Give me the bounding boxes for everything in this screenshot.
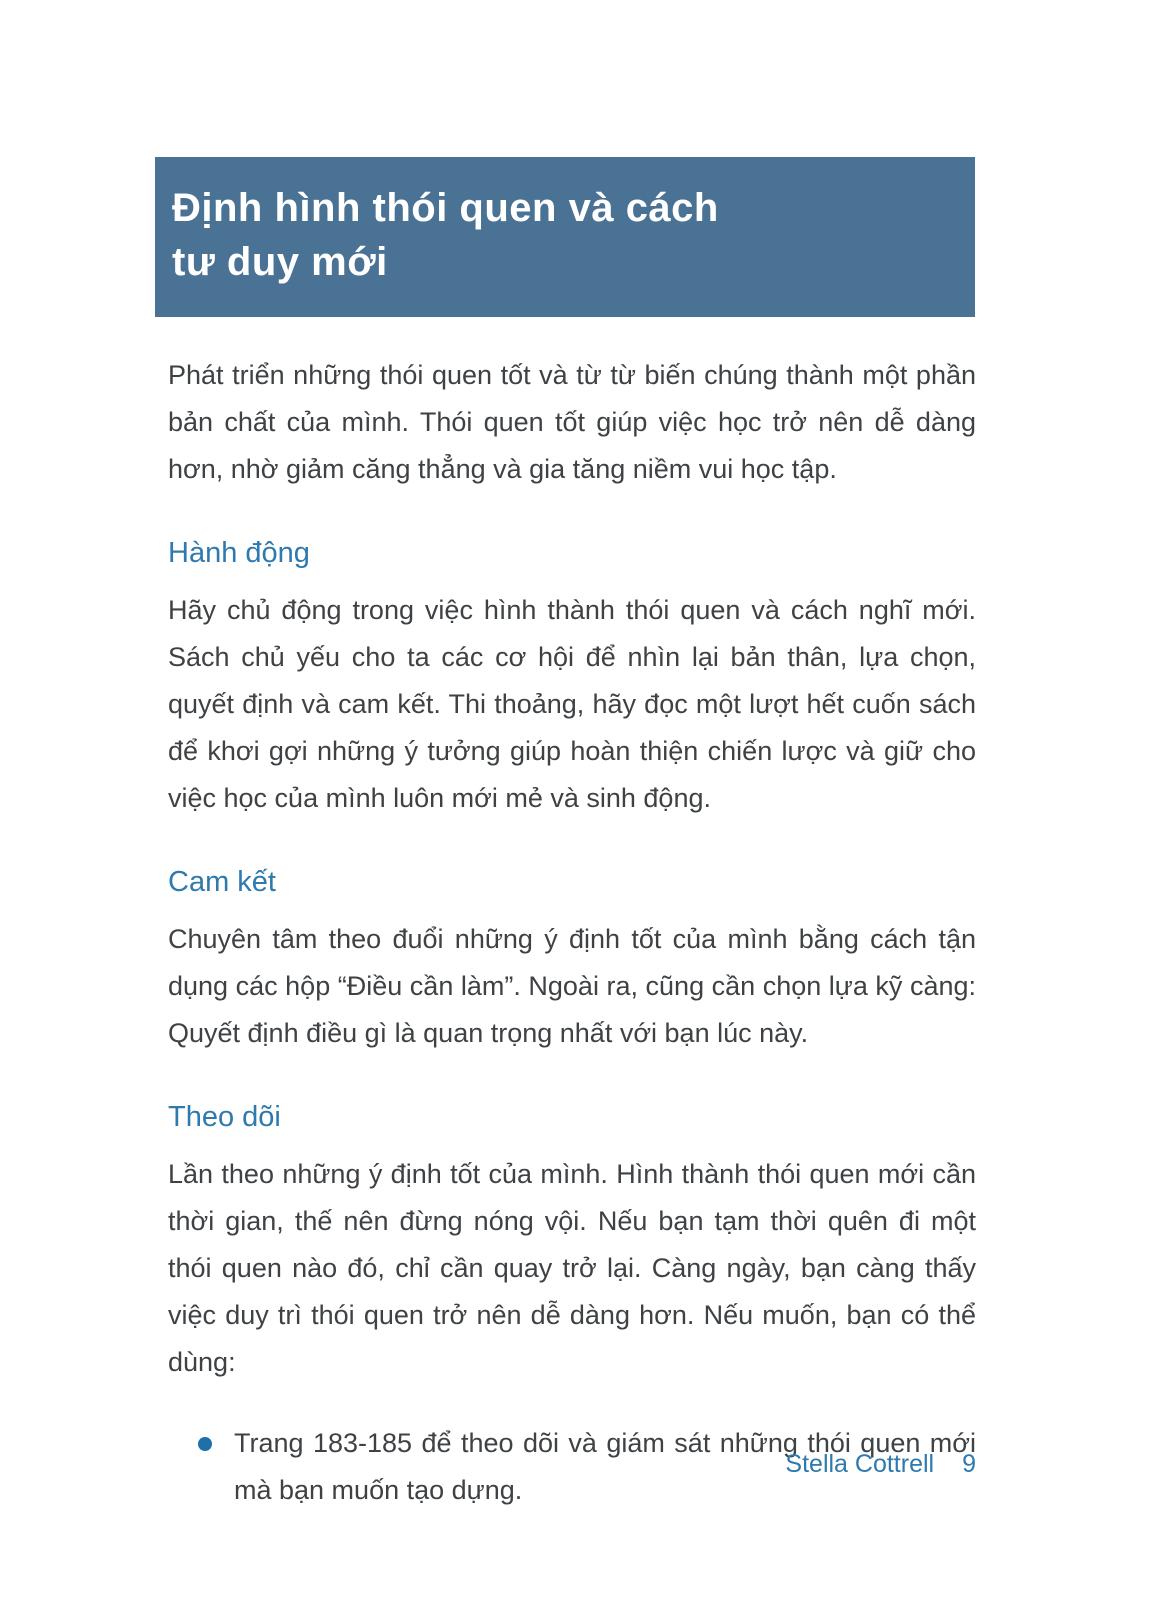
intro-paragraph: Phát triển những thói quen tốt và từ từ biến chúng thành một phần bản chất của mình. Thói quen tốt giúp việc học trở nên dễ dàng hơn, nhờ giảm căng thẳng và gia tăng niềm vui học tập. [168, 360, 976, 484]
page-footer [785, 1448, 976, 1480]
page-content [168, 352, 976, 1514]
section-paragraph-cam-ket: Chuyên tâm theo đuổi những ý định tốt của mình bằng cách tận dụng các hộp “Điều cần làm”. Ngoài ra, cũng cần chọn lựa kỹ càng: Quyết định điều gì là quan trọng nhất với bạn lúc này. [168, 924, 976, 1048]
bullet-item-text: Trang 183-185 để theo dõi và giám sát những thói quen mới mà bạn muốn tạo dựng. [234, 1428, 976, 1505]
footer-author: Stella Cottrell [785, 1450, 935, 1478]
footer-page-number: 9 [962, 1450, 976, 1478]
section-heading-hanh-dong: Hành động [168, 537, 310, 569]
chapter-title-line-1: Định hình thói quen và cách [172, 186, 719, 230]
chapter-title-line-2: tư duy mới [172, 240, 388, 284]
section-heading-theo-doi: Theo dõi [168, 1101, 281, 1133]
chapter-header [155, 157, 975, 317]
bullet-dot-icon [198, 1437, 212, 1451]
section-paragraph-theo-doi: Lần theo những ý định tốt của mình. Hình thành thói quen mới cần thời gian, thế nên đừng nóng vội. Nếu bạn tạm thời quên đi một thói quen nào đó, chỉ cần quay trở lại. Càng ngày, bạn càng thấy việc duy trì thói quen trở nên dễ dàng hơn. Nếu muốn, bạn có thể dùng: [168, 1159, 976, 1377]
section-heading-cam-ket: Cam kết [168, 866, 276, 898]
section-paragraph-hanh-dong: Hãy chủ động trong việc hình thành thói quen và cách nghĩ mới. Sách chủ yếu cho ta các cơ hội để nhìn lại bản thân, lựa chọn, quyết định và cam kết. Thi thoảng, hãy đọc một lượt hết cuốn sách để khơi gợi những ý tưởng giúp hoàn thiện chiến lược và giữ cho việc học của mình luôn mới mẻ và sinh động. [168, 595, 976, 813]
